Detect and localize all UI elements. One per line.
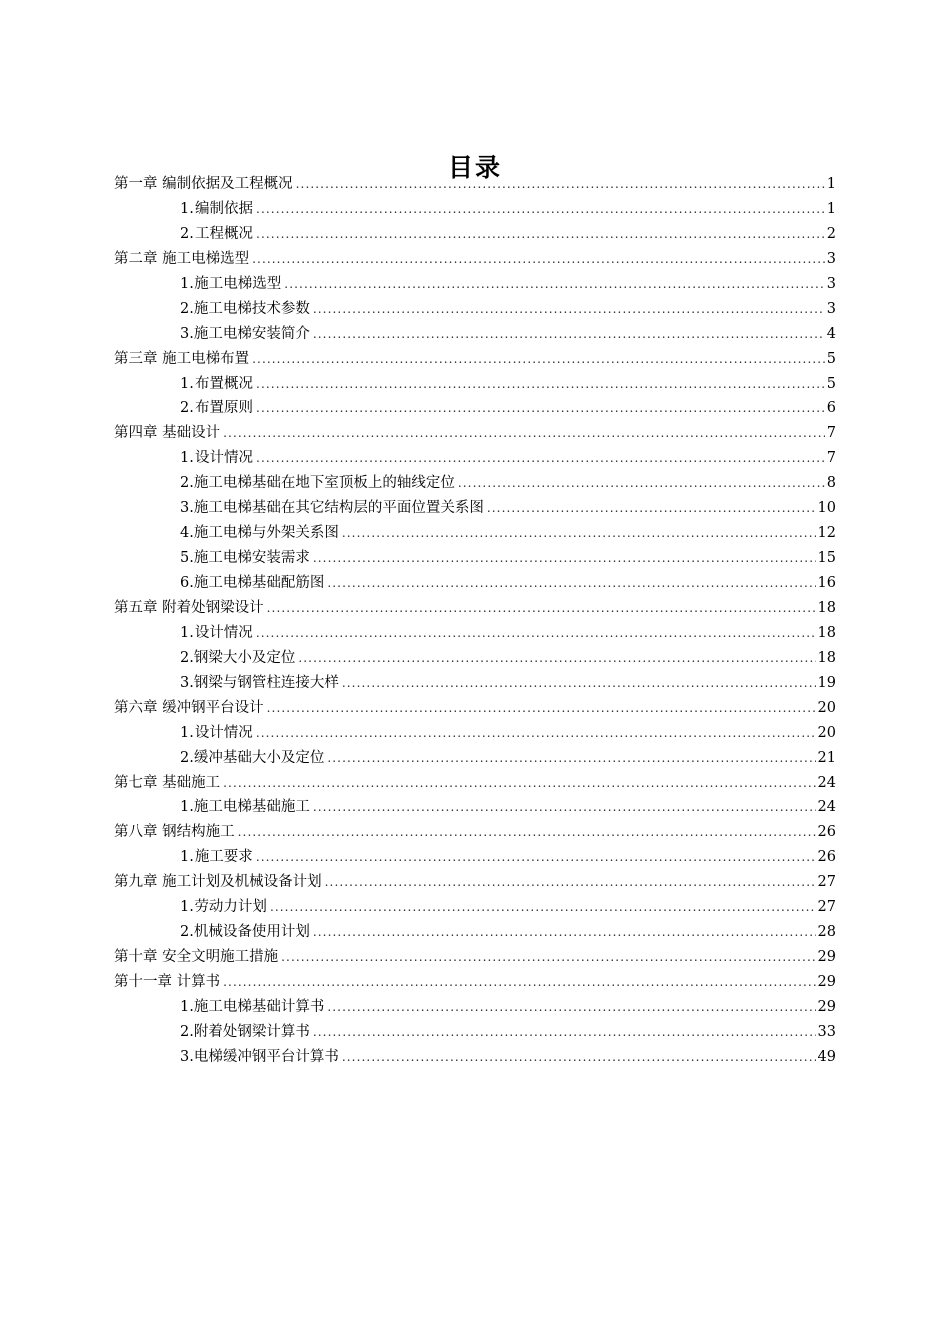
toc-page-number: 18 bbox=[817, 624, 836, 641]
toc-dot-leader bbox=[256, 197, 825, 222]
toc-dot-leader bbox=[223, 771, 815, 796]
toc-entry-label: 钢梁与钢管柱连接大样 bbox=[193, 674, 339, 691]
toc-page-number: 29 bbox=[817, 974, 836, 990]
toc-dot-leader bbox=[256, 845, 816, 870]
toc-page-number: 18 bbox=[817, 599, 836, 616]
toc-section-entry[interactable] bbox=[114, 1045, 836, 1070]
toc-dot-leader bbox=[342, 1045, 816, 1070]
toc-entry-label: 第八章 钢结构施工 bbox=[114, 824, 235, 841]
toc-page-number: 2 bbox=[826, 225, 836, 242]
toc-entry-label: 施工电梯与外架关系图 bbox=[193, 525, 339, 542]
toc-entry-number: 2. bbox=[180, 924, 194, 941]
toc-page-number: 8 bbox=[826, 475, 836, 492]
toc-section-entry[interactable] bbox=[114, 372, 836, 397]
toc-page-number: 6 bbox=[826, 400, 836, 417]
toc-entry-number: 2. bbox=[180, 225, 194, 242]
toc-entry-number: 1. bbox=[180, 899, 194, 916]
toc-dot-leader bbox=[313, 795, 816, 820]
toc-dot-leader bbox=[458, 471, 825, 496]
toc-dot-leader bbox=[252, 347, 825, 372]
toc-section-entry[interactable] bbox=[114, 197, 836, 222]
toc-page-number: 12 bbox=[817, 525, 836, 542]
toc-dot-leader bbox=[223, 421, 825, 446]
toc-dot-leader bbox=[298, 646, 815, 671]
toc-entry-label: 施工电梯选型 bbox=[194, 275, 282, 292]
toc-chapter-entry[interactable] bbox=[114, 596, 836, 621]
toc-section-entry[interactable] bbox=[114, 795, 836, 820]
toc-dot-leader bbox=[267, 696, 816, 721]
toc-entry-number: 2. bbox=[180, 475, 194, 492]
toc-dot-leader bbox=[270, 895, 816, 920]
toc-dot-leader bbox=[267, 596, 816, 621]
toc-chapter-entry[interactable] bbox=[114, 247, 836, 272]
toc-entry-label: 施工要求 bbox=[194, 849, 253, 866]
toc-dot-leader bbox=[327, 746, 815, 771]
toc-page-number: 24 bbox=[817, 799, 836, 816]
toc-dot-leader bbox=[313, 1020, 816, 1045]
toc-section-entry[interactable] bbox=[114, 920, 836, 945]
toc-section-entry[interactable] bbox=[114, 521, 836, 546]
toc-page-number: 27 bbox=[817, 874, 836, 891]
table-of-contents bbox=[114, 172, 836, 1070]
toc-page-number: 29 bbox=[817, 998, 836, 1015]
toc-section-entry[interactable] bbox=[114, 396, 836, 421]
toc-entry-label: 施工电梯基础计算书 bbox=[193, 998, 325, 1015]
toc-entry-number: 3. bbox=[180, 674, 194, 691]
toc-section-entry[interactable] bbox=[114, 222, 836, 247]
toc-entry-label: 施工电梯技术参数 bbox=[193, 300, 310, 317]
toc-entry-label: 编制依据 bbox=[195, 200, 254, 217]
toc-section-entry[interactable] bbox=[114, 546, 836, 571]
toc-entry-number: 2. bbox=[180, 1023, 194, 1040]
toc-page-number: 3 bbox=[826, 250, 836, 267]
toc-page-number: 20 bbox=[817, 724, 836, 741]
toc-page-number: 10 bbox=[817, 500, 836, 517]
toc-page-number: 7 bbox=[826, 450, 836, 467]
toc-entry-number: 4. bbox=[180, 525, 194, 542]
toc-dot-leader bbox=[342, 671, 816, 696]
toc-entry-label: 钢梁大小及定位 bbox=[193, 649, 296, 666]
toc-entry-number: 1. bbox=[180, 799, 194, 816]
toc-entry-number: 3. bbox=[180, 500, 194, 517]
toc-entry-number: 1. bbox=[180, 450, 194, 467]
toc-entry-number: 2. bbox=[180, 300, 194, 317]
toc-section-entry[interactable] bbox=[114, 322, 836, 347]
toc-section-entry[interactable] bbox=[114, 621, 836, 646]
toc-entry-number: 2. bbox=[180, 649, 194, 666]
toc-entry-number: 1. bbox=[180, 624, 194, 641]
toc-entry-number: 1. bbox=[180, 275, 194, 292]
toc-section-entry[interactable] bbox=[114, 746, 836, 771]
toc-section-entry[interactable] bbox=[114, 446, 836, 471]
toc-entry-label: 施工电梯基础配筋图 bbox=[193, 575, 325, 591]
toc-entry-number: 1. bbox=[180, 849, 194, 866]
toc-entry-label: 第三章 施工电梯布置 bbox=[114, 350, 250, 367]
toc-entry-label: 工程概况 bbox=[195, 225, 254, 242]
toc-entry-number: 5. bbox=[180, 550, 194, 567]
toc-page-number: 7 bbox=[826, 425, 836, 442]
toc-entry-label: 布置原则 bbox=[195, 400, 254, 417]
toc-chapter-entry[interactable] bbox=[114, 820, 836, 845]
toc-entry-label: 附着处钢梁计算书 bbox=[193, 1023, 310, 1040]
toc-section-entry[interactable] bbox=[114, 571, 836, 596]
toc-page-number: 5 bbox=[826, 350, 836, 367]
toc-section-entry[interactable] bbox=[114, 995, 836, 1020]
toc-dot-leader bbox=[284, 272, 824, 297]
toc-page-number: 26 bbox=[817, 849, 836, 866]
toc-entry-label: 布置概况 bbox=[195, 375, 254, 392]
toc-entry-label: 设计情况 bbox=[195, 450, 254, 467]
toc-page-number: 18 bbox=[817, 649, 836, 666]
toc-chapter-entry[interactable] bbox=[114, 970, 836, 995]
toc-dot-leader bbox=[327, 995, 815, 1020]
toc-section-entry[interactable] bbox=[114, 895, 836, 920]
toc-entry-label: 第十章 安全文明施工措施 bbox=[114, 949, 279, 966]
toc-page-number: 27 bbox=[817, 899, 836, 916]
toc-section-entry[interactable] bbox=[114, 845, 836, 870]
toc-dot-leader bbox=[256, 396, 825, 421]
toc-page-number: 49 bbox=[817, 1048, 836, 1065]
toc-dot-leader bbox=[296, 172, 825, 197]
toc-page-number: 20 bbox=[817, 699, 836, 716]
toc-entry-number: 6. bbox=[180, 575, 194, 591]
toc-page-number: 3 bbox=[826, 300, 836, 317]
toc-page-number: 16 bbox=[817, 575, 836, 591]
toc-dot-leader bbox=[327, 571, 815, 596]
toc-dot-leader bbox=[256, 621, 816, 646]
toc-dot-leader bbox=[256, 372, 825, 397]
toc-entry-label: 劳动力计划 bbox=[194, 899, 267, 916]
toc-entry-number: 2. bbox=[180, 400, 194, 417]
toc-entry-number: 2. bbox=[180, 749, 194, 766]
toc-dot-leader bbox=[325, 870, 816, 895]
toc-chapter-entry[interactable] bbox=[114, 870, 836, 895]
toc-entry-number: 3. bbox=[180, 325, 194, 342]
toc-page-number: 1 bbox=[826, 176, 836, 192]
toc-dot-leader bbox=[256, 222, 825, 247]
toc-section-entry[interactable] bbox=[114, 721, 836, 746]
toc-page-number: 29 bbox=[817, 949, 836, 966]
toc-section-entry[interactable] bbox=[114, 471, 836, 496]
toc-dot-leader bbox=[313, 297, 825, 322]
toc-entry-number: 1. bbox=[180, 200, 194, 217]
toc-entry-number: 1. bbox=[180, 998, 194, 1015]
toc-entry-number: 1. bbox=[180, 375, 194, 392]
toc-chapter-entry[interactable] bbox=[114, 172, 836, 197]
toc-entry-label: 第九章 施工计划及机械设备计划 bbox=[114, 874, 322, 891]
toc-entry-number: 3. bbox=[180, 1048, 194, 1065]
toc-entry-label: 施工电梯安装简介 bbox=[193, 325, 310, 342]
toc-section-entry[interactable] bbox=[114, 297, 836, 322]
toc-section-entry[interactable] bbox=[114, 1020, 836, 1045]
toc-dot-leader bbox=[223, 970, 815, 995]
toc-chapter-entry[interactable] bbox=[114, 945, 836, 970]
toc-page-number: 3 bbox=[826, 275, 836, 292]
toc-entry-label: 设计情况 bbox=[194, 724, 253, 741]
toc-entry-label: 第二章 施工电梯选型 bbox=[114, 250, 250, 267]
toc-dot-leader bbox=[342, 521, 816, 546]
toc-page-number: 33 bbox=[817, 1023, 836, 1040]
toc-page-number: 4 bbox=[826, 325, 836, 342]
toc-dot-leader bbox=[256, 721, 816, 746]
toc-dot-leader bbox=[313, 920, 816, 945]
toc-page-number: 21 bbox=[817, 749, 836, 766]
toc-page-number: 1 bbox=[826, 200, 836, 217]
toc-entry-number: 1. bbox=[180, 724, 194, 741]
toc-entry-label: 第七章 基础施工 bbox=[114, 774, 221, 791]
toc-entry-label: 施工电梯基础在地下室顶板上的轴线定位 bbox=[193, 475, 455, 492]
toc-entry-label: 缓冲基础大小及定位 bbox=[193, 749, 325, 766]
toc-dot-leader bbox=[256, 446, 825, 471]
toc-dot-leader bbox=[238, 820, 816, 845]
toc-section-entry[interactable] bbox=[114, 272, 836, 297]
toc-dot-leader bbox=[313, 322, 825, 347]
toc-chapter-entry[interactable] bbox=[114, 771, 836, 796]
toc-entry-label: 施工电梯基础在其它结构层的平面位置关系图 bbox=[193, 500, 484, 517]
toc-page-number: 19 bbox=[817, 674, 836, 691]
toc-entry-label: 施工电梯基础施工 bbox=[193, 799, 310, 816]
toc-dot-leader bbox=[487, 496, 816, 521]
toc-section-entry[interactable] bbox=[114, 646, 836, 671]
toc-page-number: 15 bbox=[817, 550, 836, 567]
toc-chapter-entry[interactable] bbox=[114, 696, 836, 721]
toc-dot-leader bbox=[281, 945, 815, 970]
toc-chapter-entry[interactable] bbox=[114, 347, 836, 372]
toc-entry-label: 第四章 基础设计 bbox=[114, 425, 221, 442]
toc-entry-label: 机械设备使用计划 bbox=[193, 924, 310, 941]
toc-entry-label: 第十一章 计算书 bbox=[114, 974, 221, 990]
toc-entry-label: 施工电梯安装需求 bbox=[193, 550, 310, 567]
toc-title: 目录 bbox=[447, 153, 502, 182]
toc-entry-label: 电梯缓冲钢平台计算书 bbox=[193, 1048, 339, 1065]
toc-entry-label: 设计情况 bbox=[194, 624, 253, 641]
toc-entry-label: 第一章 编制依据及工程概况 bbox=[114, 176, 293, 192]
toc-section-entry[interactable] bbox=[114, 496, 836, 521]
toc-dot-leader bbox=[313, 546, 816, 571]
toc-entry-label: 第六章 缓冲钢平台设计 bbox=[114, 699, 264, 716]
toc-chapter-entry[interactable] bbox=[114, 421, 836, 446]
toc-dot-leader bbox=[252, 247, 825, 272]
toc-page-number: 5 bbox=[826, 375, 836, 392]
toc-page-number: 24 bbox=[817, 774, 836, 791]
toc-entry-label: 第五章 附着处钢梁设计 bbox=[114, 599, 264, 616]
toc-section-entry[interactable] bbox=[114, 671, 836, 696]
toc-page-number: 26 bbox=[817, 824, 836, 841]
toc-page-number: 28 bbox=[817, 924, 836, 941]
